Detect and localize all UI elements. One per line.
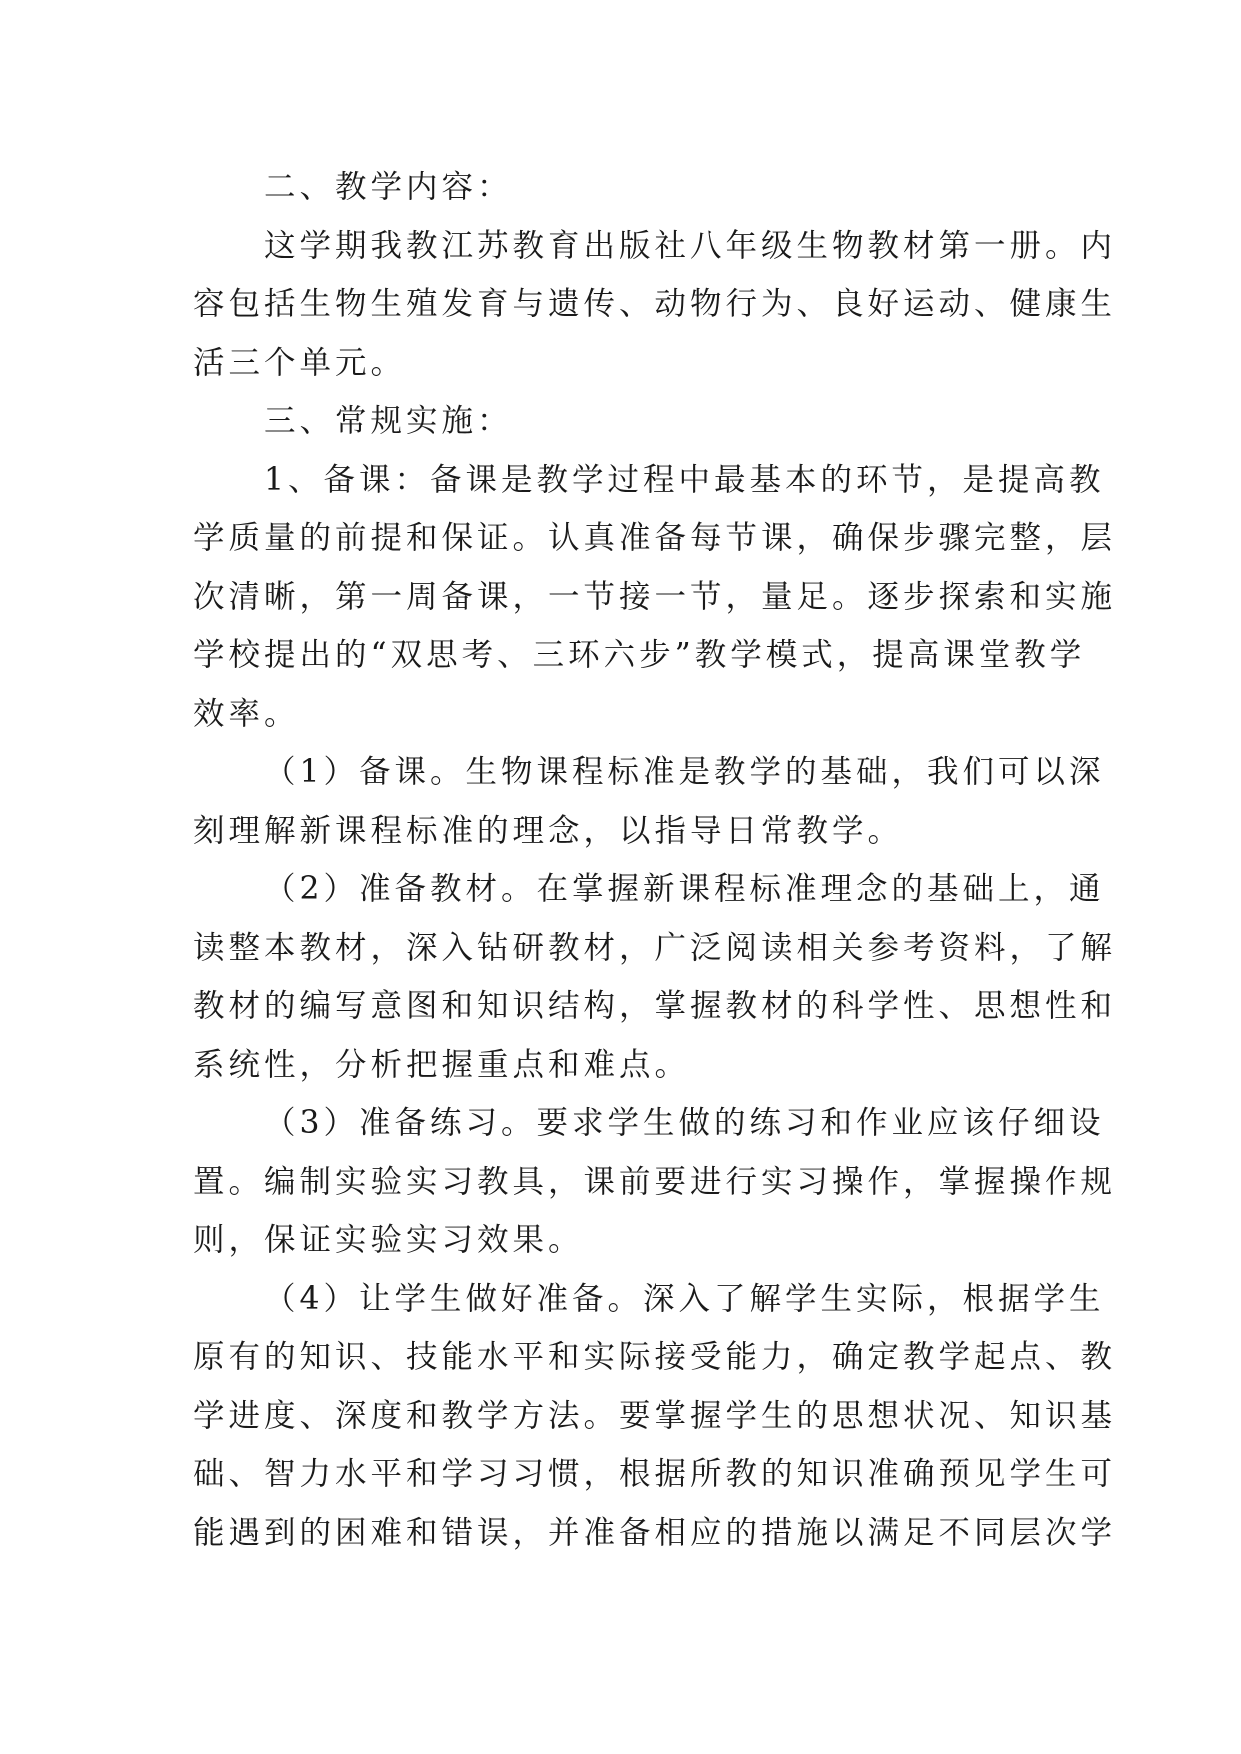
text-line: 读整本教材，深入钻研教材，广泛阅读相关参考资料，了解 — [193, 929, 1117, 966]
text-line: 二、教学内容： — [264, 169, 513, 205]
text-line: 1、备课：备课是教学过程中最基本的环节，是提高教 — [264, 461, 1105, 498]
text-line: （4）让学生做好准备。深入了解学生实际，根据学生 — [264, 1280, 1105, 1317]
text-line: （1）备课。生物课程标准是教学的基础，我们可以深 — [264, 754, 1105, 790]
text-line: 教材的编写意图和知识结构，掌握教材的科学性、思想性和 — [193, 988, 1117, 1024]
paragraph-sub-1 — [193, 743, 1105, 860]
paragraph-item-1 — [193, 451, 1117, 744]
text-line: 原有的知识、技能水平和实际接受能力，确定教学起点、教 — [193, 1339, 1117, 1375]
text-line: 活三个单元。 — [193, 344, 407, 381]
paragraph-heading-2 — [193, 158, 1053, 217]
text-line: 学进度、深度和教学方法。要掌握学生的思想状况、知识基 — [193, 1397, 1117, 1434]
text-line: 学质量的前提和保证。认真准备每节课，确保步骤完整，层 — [193, 520, 1117, 556]
text-line: 刻理解新课程标准的理念，以指导日常教学。 — [193, 812, 904, 849]
paragraph-heading-3 — [193, 392, 1053, 451]
text-line: 置。编制实验实习教具，课前要进行实习操作，掌握操作规 — [193, 1163, 1117, 1200]
text-line: 容包括生物生殖发育与遗传、动物行为、良好运动、健康生 — [193, 286, 1117, 322]
text-line: 三、常规实施： — [264, 403, 513, 439]
paragraph-sub-4 — [193, 1270, 1117, 1563]
text-line: 能遇到的困难和错误，并准备相应的措施以满足不同层次学 — [193, 1514, 1117, 1551]
text-line: 这学期我教江苏教育出版社八年级生物教材第一册。内 — [264, 227, 1117, 264]
paragraph-sub-2 — [193, 860, 1117, 1094]
document-body — [193, 158, 1117, 1562]
paragraph-content-para — [193, 217, 1117, 393]
text-line: 系统性，分析把握重点和难点。 — [193, 1046, 691, 1083]
text-line: 础、智力水平和学习习惯，根据所教的知识准确预见学生可 — [193, 1456, 1117, 1492]
text-line: 则，保证实验实习效果。 — [193, 1222, 584, 1258]
paragraph-sub-3 — [193, 1094, 1117, 1270]
text-line: （3）准备练习。要求学生做的练习和作业应该仔细设 — [264, 1105, 1105, 1141]
text-line: （2）准备教材。在掌握新课程标准理念的基础上，通 — [264, 871, 1105, 907]
text-line: 学校提出的“双思考、三环六步”教学模式，提高课堂教学 — [193, 637, 1086, 673]
text-line: 次清晰，第一周备课，一节接一节，量足。逐步探索和实施 — [193, 578, 1117, 615]
text-line: 效率。 — [193, 695, 300, 732]
